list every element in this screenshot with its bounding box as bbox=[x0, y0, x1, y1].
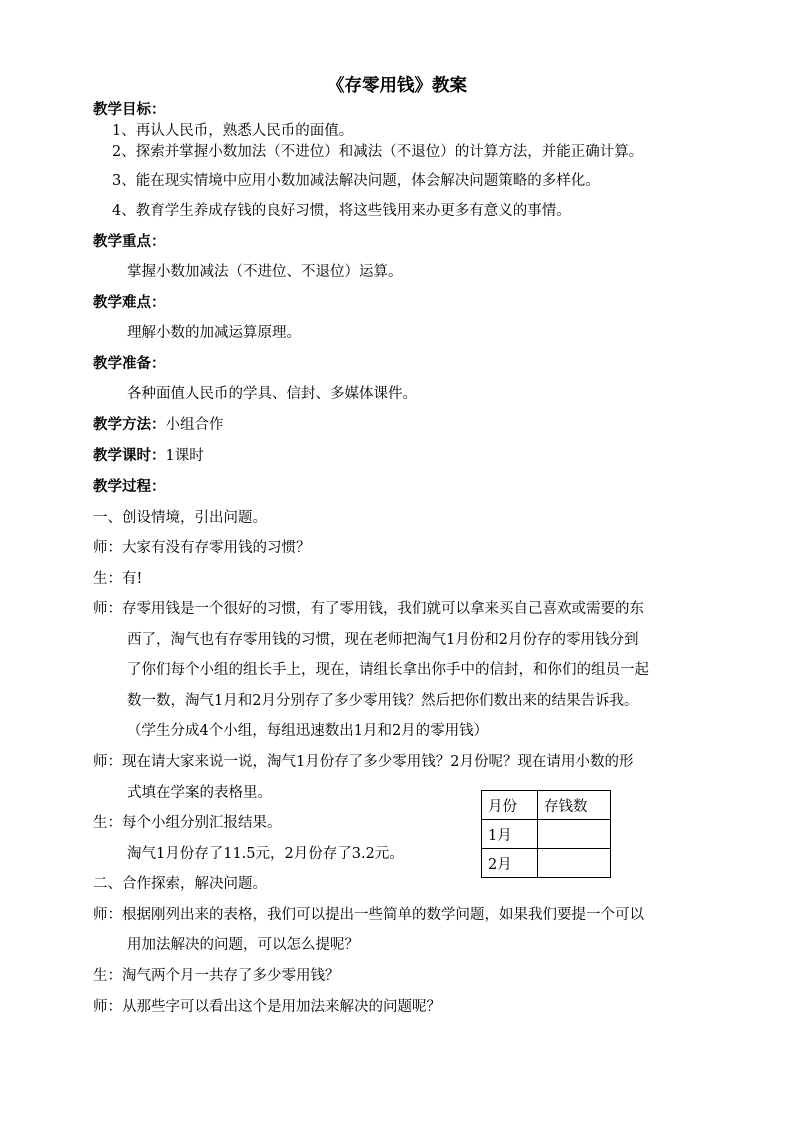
paragraph-line: 生：有! bbox=[93, 571, 143, 587]
difficulty-text: 理解小数的加减运算原理。 bbox=[127, 325, 301, 341]
page-title: 《存零用钱》教案 bbox=[327, 76, 467, 96]
table-header-cell: 存钱数 bbox=[538, 791, 611, 820]
table-cell[interactable] bbox=[538, 820, 611, 849]
table-header-row bbox=[482, 791, 611, 820]
hours-heading: 教学课时： bbox=[93, 448, 166, 464]
paragraph-line: 生：淘气两个月一共存了多少零用钱？ bbox=[93, 968, 340, 984]
paragraph-line: （学生分成4个小组，每组迅速数出1月和2月的零用钱） bbox=[127, 723, 489, 739]
method-heading: 教学方法： bbox=[93, 417, 166, 433]
paragraph-line: 师：根据刚列出来的表格，我们可以提出一些简单的数学问题，如果我们要提一个可以 bbox=[93, 907, 644, 923]
paragraph-line: 了你们每个小组的组长手上，现在，请组长拿出你手中的信封，和你们的组员一起 bbox=[127, 662, 649, 678]
goal-item: 3、能在现实情境中应用小数加减法解决问题，体会解决问题策略的多样化。 bbox=[112, 173, 600, 189]
paragraph-line: 师：现在请大家来说一说，淘气1月份存了多少零用钱？2月份呢？现在请用小数的形 bbox=[93, 754, 634, 770]
preparation-heading: 教学准备： bbox=[93, 356, 166, 372]
paragraph-line: 师：存零用钱是一个很好的习惯，有了零用钱，我们就可以拿来买自己喜欢或需要的东 bbox=[93, 601, 644, 617]
paragraph-line: 师：从那些字可以看出这个是用加法来解决的问题呢？ bbox=[93, 999, 441, 1015]
method-row bbox=[93, 415, 224, 435]
preparation-text: 各种面值人民币的学具、信封、多媒体课件。 bbox=[127, 386, 417, 402]
paragraph-line: 用加法解决的问题，可以怎么提呢？ bbox=[127, 937, 359, 953]
paragraph-line: 师：大家有没有存零用钱的习惯？ bbox=[93, 540, 311, 556]
paragraph-line: 数一数，淘气1月和2月分别存了多少零用钱？然后把你们数出来的结果告诉我。 bbox=[127, 693, 639, 709]
goal-item: 1、再认人民币，熟悉人民币的面值。 bbox=[112, 123, 354, 139]
paragraph-line: 一、创设情境，引出问题。 bbox=[93, 510, 267, 526]
process-heading: 教学过程： bbox=[93, 479, 166, 495]
key-point-text: 掌握小数加减法（不进位、不退位）运算。 bbox=[127, 264, 403, 280]
hours-row bbox=[93, 446, 204, 466]
table-row bbox=[482, 849, 611, 878]
goal-item: 4、教育学生养成存钱的良好习惯，将这些钱用来办更多有意义的事情。 bbox=[112, 203, 571, 219]
paragraph-line: 二、合作探索，解决问题。 bbox=[93, 876, 267, 892]
table-cell: 1月 bbox=[482, 820, 538, 849]
table-header-cell: 月份 bbox=[482, 791, 538, 820]
table-cell: 2月 bbox=[482, 849, 538, 878]
paragraph-line: 生：每个小组分别汇报结果。 bbox=[93, 815, 282, 831]
table-row bbox=[482, 820, 611, 849]
goal-item: 2、探索并掌握小数加法（不进位）和减法（不退位）的计算方法，并能正确计算。 bbox=[112, 144, 644, 160]
paragraph-line: 式填在学案的表格里。 bbox=[127, 785, 272, 801]
goals-heading: 教学目标： bbox=[93, 102, 166, 118]
paragraph-line: 西了，淘气也有存零用钱的习惯，现在老师把淘气1月份和2月份存的零用钱分到 bbox=[127, 632, 639, 648]
method-text: 小组合作 bbox=[165, 417, 224, 433]
paragraph-line: 淘气1月份存了11.5元，2月份存了3.2元。 bbox=[127, 846, 404, 862]
hours-text: 1课时 bbox=[165, 448, 204, 464]
table-cell[interactable] bbox=[538, 849, 611, 878]
key-point-heading: 教学重点： bbox=[93, 234, 166, 250]
difficulty-heading: 教学难点： bbox=[93, 295, 166, 311]
savings-table bbox=[481, 790, 611, 878]
